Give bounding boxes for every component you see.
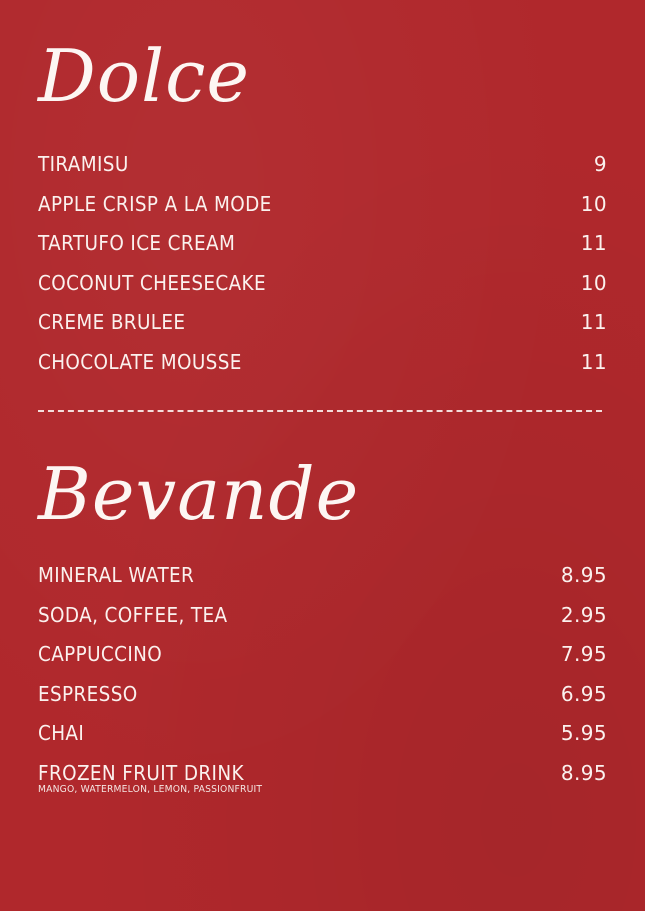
item-name: CREME BRULEE bbox=[38, 310, 186, 335]
item-price: 6.95 bbox=[560, 681, 607, 706]
menu-item bbox=[38, 271, 607, 311]
menu-item bbox=[38, 152, 607, 192]
item-name: TIRAMISU bbox=[38, 152, 129, 176]
section-divider bbox=[38, 410, 602, 412]
item-name: SODA, COFFEE, TEA bbox=[38, 602, 228, 627]
bevande-menu-list bbox=[38, 563, 607, 795]
item-price: 11 bbox=[580, 231, 607, 256]
item-price: 11 bbox=[580, 349, 607, 374]
item-name: APPLE CRISP A LA MODE bbox=[38, 191, 272, 216]
item-name: FROZEN FRUIT DRINK bbox=[38, 760, 244, 785]
menu-item bbox=[38, 721, 607, 761]
menu-item bbox=[38, 603, 607, 643]
item-name: MINERAL WATER bbox=[38, 563, 195, 587]
item-price: 8.95 bbox=[560, 760, 607, 785]
section-title-dolce: Dolce bbox=[38, 34, 251, 118]
item-note: MANGO, WATERMELON, LEMON, PASSIONFRUIT bbox=[38, 783, 263, 795]
item-price: 11 bbox=[580, 310, 607, 335]
menu-item bbox=[38, 563, 607, 603]
item-name: COCONUT CHEESECAKE bbox=[38, 270, 266, 295]
menu-item bbox=[38, 682, 607, 722]
section-title-bevande: Bevande bbox=[38, 452, 360, 536]
item-price: 10 bbox=[580, 270, 607, 295]
item-name: CHOCOLATE MOUSSE bbox=[38, 349, 242, 374]
item-price: 5.95 bbox=[560, 721, 607, 746]
menu-item bbox=[38, 231, 607, 271]
menu-item bbox=[38, 350, 607, 390]
item-price: 8.95 bbox=[560, 563, 607, 587]
item-name: CAPPUCCINO bbox=[38, 642, 163, 667]
menu-item bbox=[38, 192, 607, 232]
item-price: 9 bbox=[593, 152, 607, 176]
item-name: ESPRESSO bbox=[38, 681, 138, 706]
item-price: 2.95 bbox=[560, 602, 607, 627]
menu-item bbox=[38, 761, 607, 783]
menu-item bbox=[38, 642, 607, 682]
item-name: CHAI bbox=[38, 721, 85, 746]
item-price: 7.95 bbox=[560, 642, 607, 667]
menu-item bbox=[38, 310, 607, 350]
item-name: TARTUFO ICE CREAM bbox=[38, 231, 236, 256]
item-price: 10 bbox=[580, 191, 607, 216]
dolce-menu-list bbox=[38, 152, 607, 390]
